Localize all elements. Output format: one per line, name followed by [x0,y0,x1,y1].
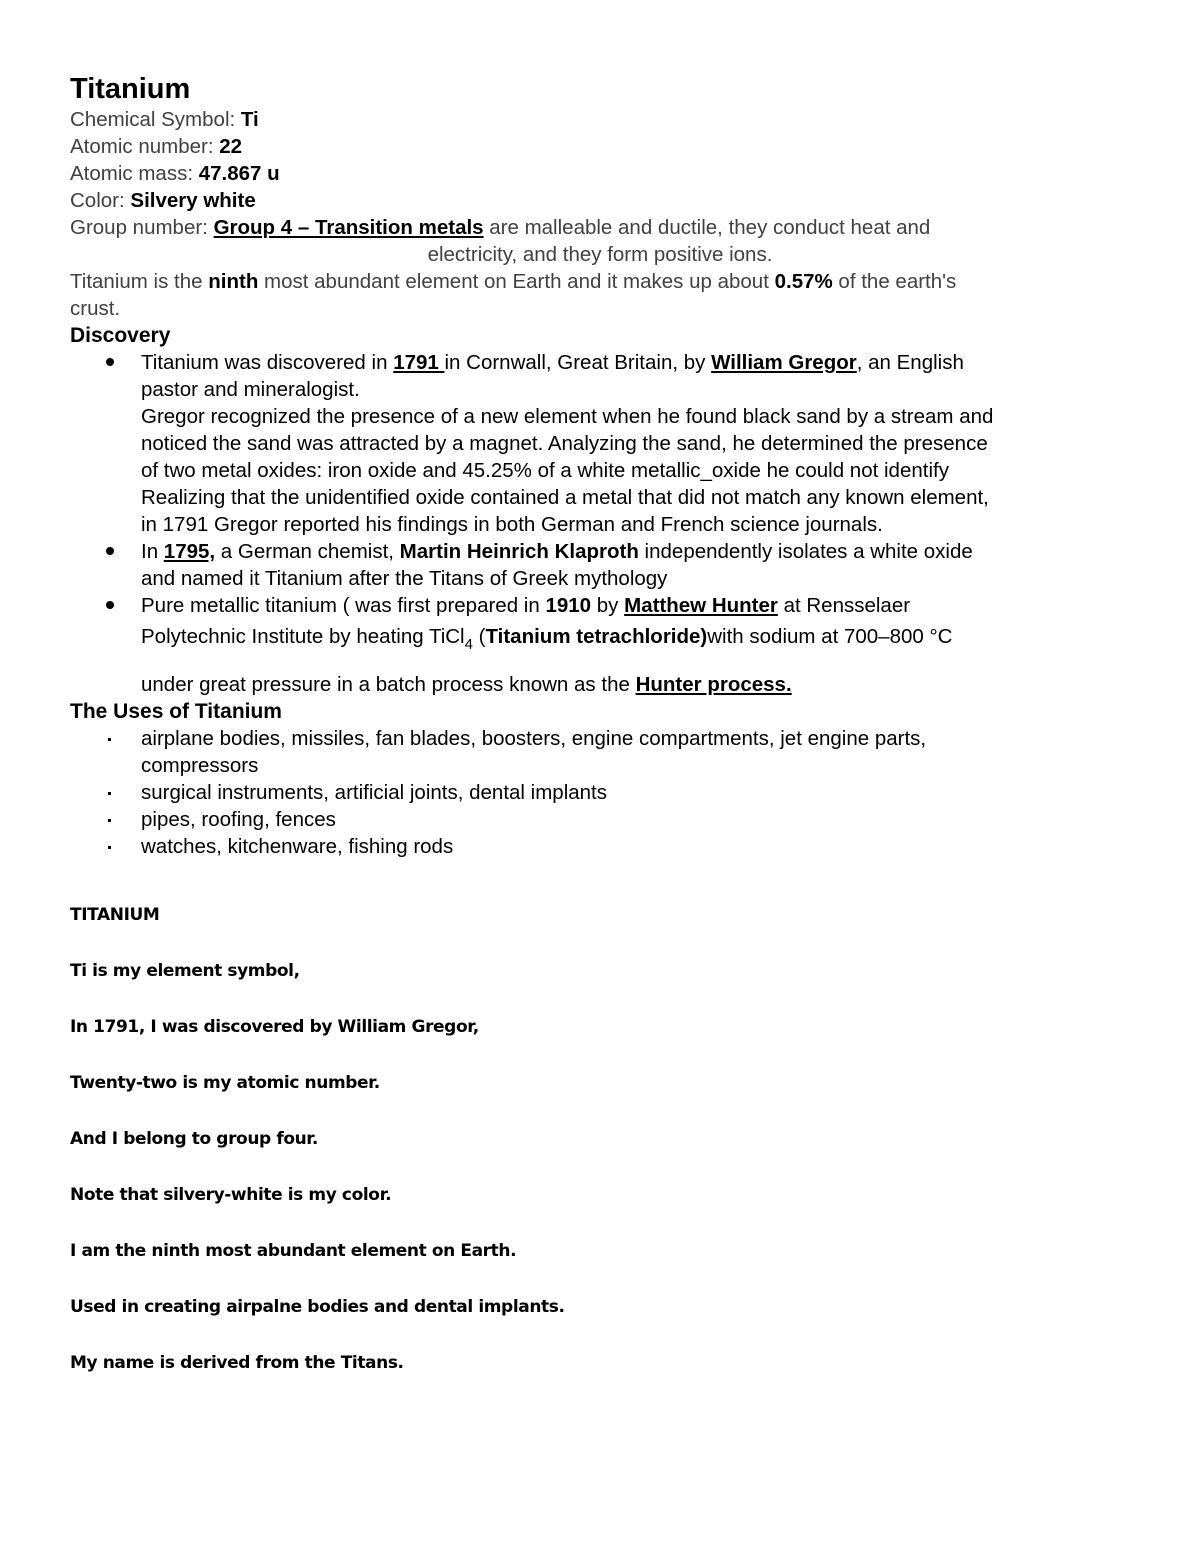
item-text: Realizing that the unidentified oxide contained a metal that did not match any known element, [141,486,989,509]
poem-line: Note that silvery-white is my color. [70,1185,392,1205]
item-text: watches, kitchenware, fishing rods [141,835,454,858]
item-text: in 1791 Gregor reported his findings in both German and French science journals. [141,513,883,536]
uses-heading: The Uses of Titanium [70,700,282,723]
item-text: airplane bodies, missiles, fan blades, boosters, engine compartments, jet engine parts, [141,727,927,750]
color-value: Silvery white [130,189,256,212]
color-line [70,187,1130,214]
poem-line: Used in creating airpalne bodies and dental implants. [70,1297,565,1317]
chemist-name: Martin Heinrich Klaproth [399,540,639,563]
item-text: Titanium was discovered in [141,351,394,374]
item-text: independently isolates a white oxide [638,540,973,563]
item-text: at Rensselaer [777,594,911,617]
item-text: a German chemist, [215,540,400,563]
item-text: surgical instruments, artificial joints, dental implants [141,781,607,804]
item-text: compressors [141,754,259,777]
item-text: with sodium at 700–800 °C [707,625,953,648]
discoverer-name: William Gregor [711,351,857,374]
list-item [70,349,1130,538]
item-text: . [785,673,792,696]
group-text: are malleable and ductile, they conduct heat and [483,216,931,239]
item-text: and named it Titanium after the Titans of Greek mythology [141,567,668,590]
item-text: ( [472,625,486,648]
discovery-heading: Discovery [70,324,171,347]
list-item [70,538,1130,592]
page-title: Titanium [70,73,191,105]
item-text: of two metal oxides: iron oxide and 45.25% of a white metallic_oxide he could not identify [141,459,949,482]
abundance-percent: 0.57% [774,270,833,293]
poem-line: In 1791, I was discovered by William Gregor, [70,1017,479,1037]
atomic-number-value: 22 [219,135,243,158]
atomic-number-line [70,133,1130,160]
poem-line: And I belong to group four. [70,1129,318,1149]
item-text: Gregor recognized the presence of a new element when he found black sand by a stream and [141,405,994,428]
item-text: Polytechnic Institute by heating TiCl [141,625,465,648]
poem-line: I am the ninth most abundant element on Earth. [70,1241,517,1261]
group-line-cont: electricity, and they form positive ions. [427,243,773,266]
uses-list [70,725,1130,860]
abundance-text: Titanium is the [70,270,209,293]
abundance-line-cont: crust. [70,297,121,320]
item-text: under great pressure in a batch process known as the [141,673,636,696]
list-item [70,779,1130,806]
compound-name: Titanium tetrachloride) [485,625,708,648]
list-item [70,833,1130,860]
poem-line: Twenty-two is my atomic number. [70,1073,380,1093]
abundance-line [70,268,1130,295]
discovery-list [70,349,1130,698]
item-text: in Cornwall, Great Britain, by [444,351,712,374]
discovery-year: 1795, [163,540,216,563]
discovery-year: 1791 [393,351,445,374]
group-value: Group 4 – Transition metals [213,216,484,239]
abundance-rank: ninth [208,270,259,293]
item-text: , an English [856,351,964,374]
list-item [70,725,1130,779]
preparation-year: 1910 [545,594,592,617]
abundance-text: most abundant element on Earth and it makes up about [258,270,775,293]
preparer-name: Matthew Hunter [624,594,778,617]
process-name: Hunter process [635,673,786,696]
group-label: Group number: [70,216,208,239]
abundance-text: of the earth's [832,270,957,293]
list-item [70,806,1130,833]
atomic-mass-label: Atomic mass: [70,162,194,185]
subscript: 4 [464,636,473,653]
atomic-number-label: Atomic number: [70,135,214,158]
symbol-label: Chemical Symbol: [70,108,236,131]
item-text: noticed the sand was attracted by a magnet. Analyzing the sand, he determined the presence [141,432,988,455]
color-label: Color: [70,189,125,212]
atomic-mass-value: 47.867 u [198,162,280,185]
item-text: pastor and mineralogist. [141,378,360,401]
atomic-mass-line [70,160,1130,187]
symbol-value: Ti [240,108,259,131]
poem-line: My name is derived from the Titans. [70,1353,404,1373]
poem [70,903,870,1407]
symbol-line [70,106,1130,133]
item-text: by [591,594,625,617]
poem-line: Ti is my element symbol, [70,961,300,981]
item-text: pipes, roofing, fences [141,808,336,831]
list-item [70,592,1130,698]
item-text: In [141,540,164,563]
group-line [70,214,1130,241]
document-body [70,72,1130,860]
item-text: Pure metallic titanium ( was first prepared in [141,594,546,617]
poem-title: TITANIUM [70,905,160,925]
